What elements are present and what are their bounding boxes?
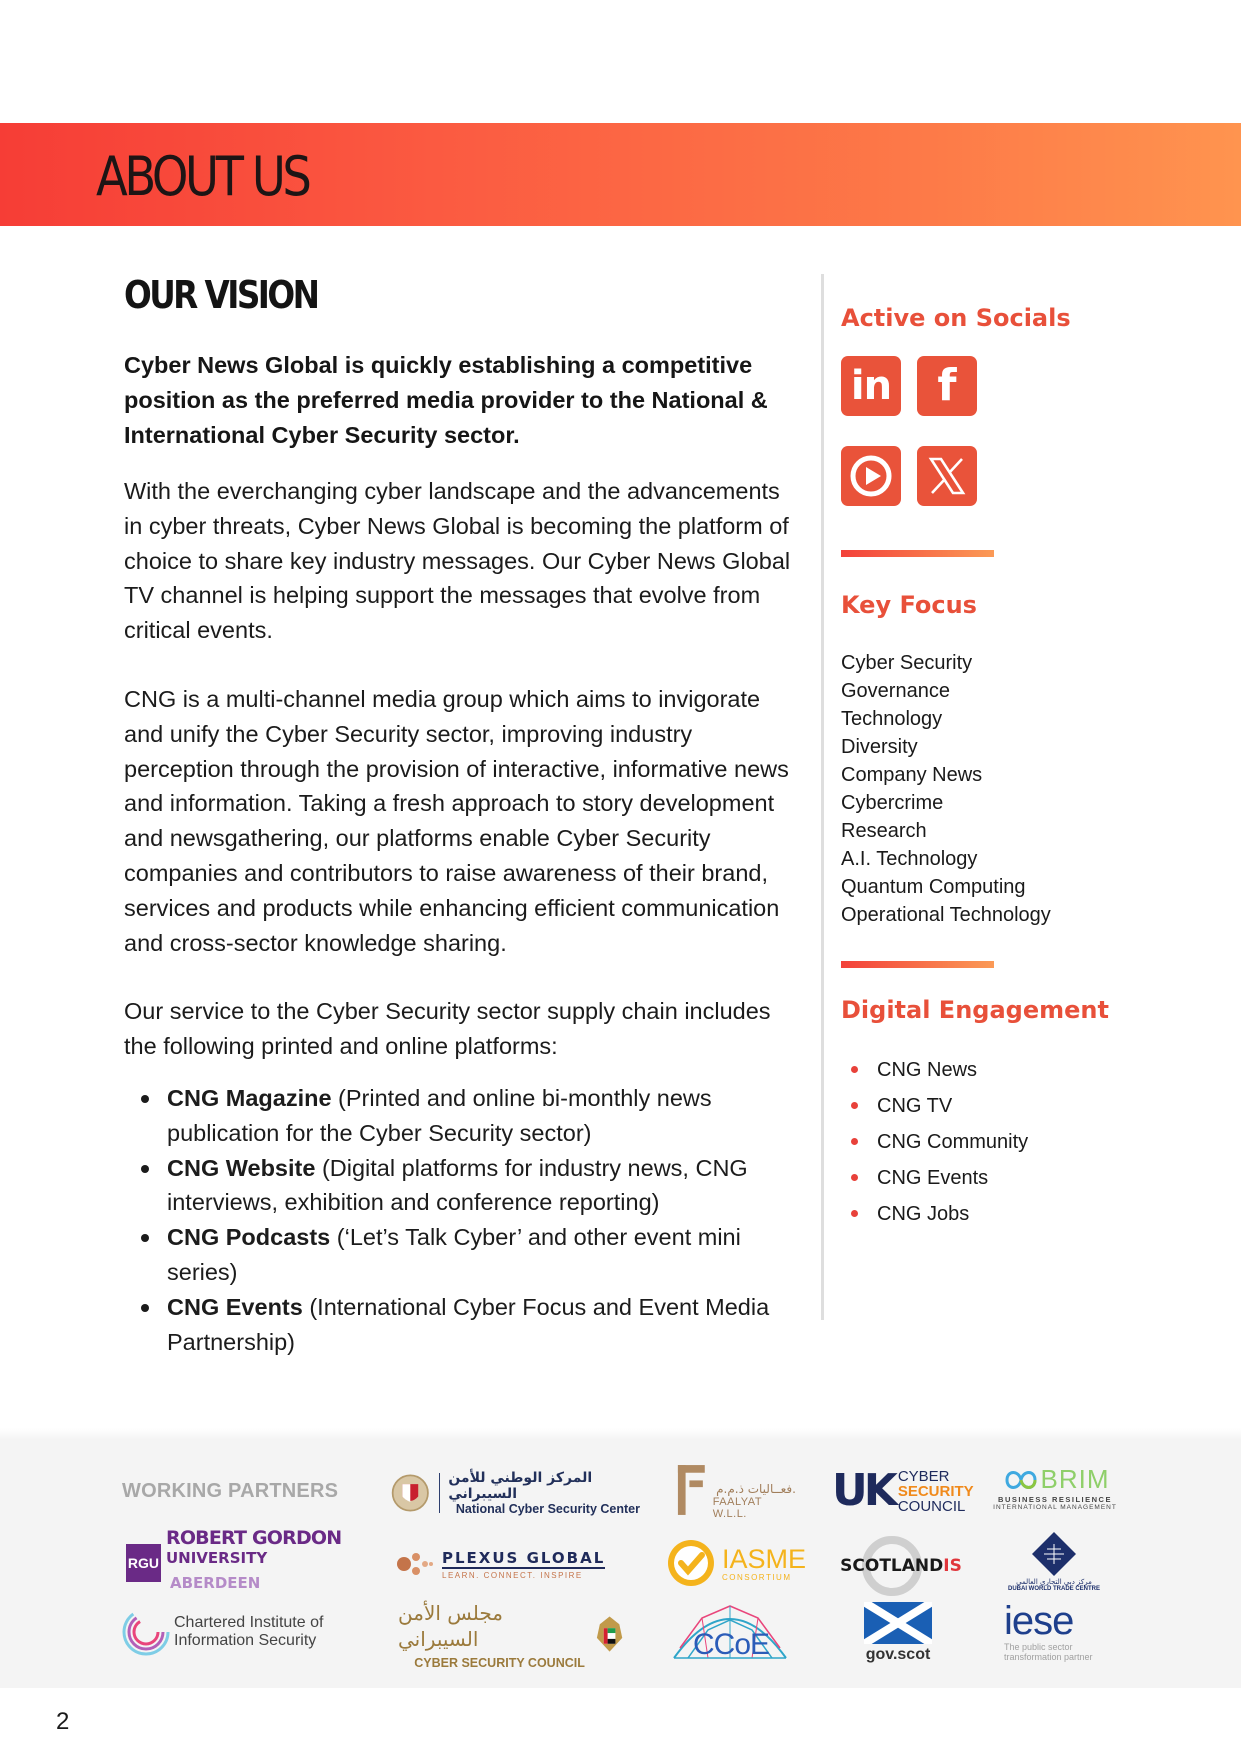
- platform-item: [124, 1081, 804, 1151]
- ncsc-logo: [390, 1468, 640, 1518]
- ncsc-divider: [439, 1473, 441, 1513]
- vision-title: OUR VISION: [124, 273, 318, 317]
- partners-strip: [0, 1440, 1241, 1688]
- digital-item[interactable]: CNG Jobs: [841, 1196, 1221, 1232]
- ncsc-arabic: المركز الوطني للأمن السيبراني: [448, 1470, 593, 1502]
- facebook-button[interactable]: [917, 356, 977, 416]
- page-number: 2: [56, 1708, 70, 1735]
- dwtc-arabic: مركز دبي التجاري العالمي: [1016, 1578, 1092, 1586]
- platform-list: [124, 1081, 804, 1359]
- section-rule: [841, 550, 994, 557]
- digital-item[interactable]: CNG News: [841, 1052, 1221, 1088]
- ukcsc-mark: UK: [832, 1465, 894, 1516]
- key-focus-item: Technology: [841, 708, 943, 730]
- faalyat-logo: [676, 1458, 796, 1522]
- csc-english: CYBER SECURITY COUNCIL: [414, 1656, 585, 1670]
- ccoe-logo: [668, 1596, 794, 1668]
- platform-desc: (Digital platforms for industry news, CNG interviews, exhibition and conference reporting): [167, 1154, 748, 1216]
- saltire-flag-icon: [864, 1602, 932, 1644]
- plexus-text: [442, 1549, 605, 1580]
- key-focus-item: Operational Technology: [841, 904, 1051, 926]
- brim-logo: [990, 1464, 1120, 1522]
- iasme-sub: CONSORTIUM: [721, 1572, 792, 1582]
- platform-name: CNG Magazine: [167, 1084, 332, 1111]
- ciisec-logo: [120, 1606, 356, 1658]
- rgu-logo: [126, 1527, 346, 1592]
- vision-lead: Cyber News Global is quickly establishing a competitive position as the preferred media provider to the National & International Cyber Security sector.: [124, 352, 768, 448]
- govscot-name: gov.scot: [865, 1646, 931, 1663]
- linkedin-button[interactable]: [841, 356, 901, 416]
- rgu-line1: ROBERT GORDON: [165, 1527, 342, 1549]
- iese-name: iese: [1004, 1599, 1074, 1643]
- csc-text: [398, 1600, 585, 1670]
- vision-paragraph: CNG is a multi-channel media group which aims to invigorate and unify the Cyber Security sector, improving industry perception through the provision of interactive, informative news and information. Taking a fresh approach to story development and newsgathering, our platforms enable Cyber Security companies and contributors to raise awareness of their brand, services and products while enhancing efficient communication and cross-sector knowledge sharing.: [124, 685, 789, 956]
- rgu-badge: [126, 1544, 161, 1582]
- dwtc-logo: [1002, 1530, 1106, 1600]
- partners-shade: [0, 1428, 1241, 1440]
- digital-item[interactable]: CNG Events: [841, 1160, 1221, 1196]
- linkedin-icon: in: [850, 363, 892, 409]
- key-focus-item: Research: [841, 820, 927, 842]
- iese-tagline: transformation partner: [1004, 1652, 1093, 1662]
- digital-list: [841, 1052, 1221, 1232]
- x-icon: [926, 455, 968, 497]
- csc-logo: [398, 1601, 626, 1670]
- youtube-icon: [850, 455, 892, 497]
- ncsc-text: [448, 1470, 640, 1516]
- key-focus-item: Cybercrime: [841, 792, 944, 814]
- platform-item: [124, 1220, 804, 1290]
- faalyat-text: [713, 1482, 796, 1520]
- faalyat-english: FAALYAT W.L.L.: [712, 1496, 762, 1520]
- ukcsc-text: [898, 1469, 974, 1514]
- iese-logo: [1004, 1600, 1114, 1668]
- plexus-tagline: LEARN. CONNECT. INSPIRE: [442, 1570, 583, 1580]
- ciisec-line1: Chartered Institute of: [174, 1614, 324, 1631]
- iasme-name: IASME: [721, 1543, 806, 1574]
- brim-mark: [1001, 1464, 1110, 1495]
- vision-paragraph: Our service to the Cyber Security sector supply chain includes the following printed and online platforms:: [124, 998, 771, 1060]
- platform-item: [124, 1151, 804, 1221]
- platform-name: CNG Podcasts: [167, 1224, 331, 1251]
- platform-desc: (Printed and online bi-monthly news publication for the Cyber Security sector): [167, 1084, 712, 1146]
- platform-item: [124, 1290, 804, 1360]
- dwtc-diamond-icon: [1030, 1530, 1078, 1578]
- key-focus-item: A.I. Technology: [841, 848, 978, 870]
- vision-section: [124, 270, 804, 1359]
- ccoe-name: CCoE: [692, 1628, 770, 1661]
- csc-arabic: مجلس الأمن السيبراني: [398, 1601, 503, 1651]
- govscot-logo: [856, 1602, 940, 1668]
- key-focus-item: Governance: [841, 680, 950, 702]
- key-focus-item: Diversity: [841, 736, 918, 758]
- social-links: [841, 356, 1221, 506]
- section-rule: [841, 961, 994, 968]
- scotlandis-wordmark: [840, 1556, 962, 1576]
- faalyat-mark-icon: [676, 1462, 707, 1518]
- brim-name: BRIM: [1040, 1464, 1110, 1494]
- scotlandis-is: IS: [943, 1556, 962, 1576]
- plexus-name: PLEXUS GLOBAL: [442, 1548, 606, 1567]
- ukcsc-logo: [832, 1465, 974, 1516]
- platform-name: CNG Website: [167, 1154, 316, 1181]
- iasme-logo: [666, 1536, 806, 1590]
- sidebar: [841, 298, 1221, 1232]
- iasme-check-icon: [666, 1538, 716, 1588]
- column-divider: [821, 274, 824, 1320]
- plexus-dots-icon: [394, 1548, 434, 1580]
- partners-title-wrap: [122, 1480, 338, 1503]
- iese-tagline: The public sector: [1004, 1642, 1073, 1652]
- ciisec-swirl-icon: [120, 1606, 172, 1658]
- scotlandis-logo: [836, 1536, 966, 1596]
- ciisec-line2: Information Security: [174, 1632, 317, 1649]
- vision-paragraph: With the everchanging cyber landscape and the advancements in cyber threats, Cyber News Global is becoming the platform of choice to share key industry messages. Our Cyber News Global TV channel is helping support the messages that evolve from critical events.: [124, 478, 791, 644]
- digital-heading: Digital Engagement: [841, 996, 1109, 1024]
- ciisec-text: [174, 1614, 323, 1650]
- digital-item[interactable]: CNG TV: [841, 1088, 1221, 1124]
- uae-emblem-icon: [593, 1612, 626, 1658]
- ncsc-emblem-icon: [390, 1469, 431, 1517]
- rgu-text: [166, 1528, 346, 1598]
- rgu-mark: RGU: [127, 1555, 160, 1571]
- iasme-text: [722, 1545, 806, 1582]
- ukcsc-line: SECURITY: [897, 1482, 974, 1500]
- ukcsc-line: CYBER: [897, 1467, 950, 1485]
- platform-desc: (‘Let’s Talk Cyber’ and other event mini series): [167, 1224, 741, 1285]
- key-focus-item: Quantum Computing: [841, 876, 1026, 898]
- platform-name: CNG Events: [167, 1293, 303, 1320]
- rgu-university: UNIVERSITY: [165, 1549, 268, 1567]
- key-focus-list: [841, 649, 1221, 929]
- brim-sub: INTERNATIONAL MANAGEMENT: [993, 1504, 1117, 1511]
- key-focus-heading: Key Focus: [841, 591, 977, 619]
- rgu-line2: [166, 1548, 346, 1598]
- ukcsc-line: COUNCIL: [897, 1497, 966, 1515]
- faalyat-arabic: فعــاليات ذ.م.م.: [716, 1482, 796, 1496]
- socials-heading: Active on Socials: [841, 304, 1071, 332]
- x-button[interactable]: [917, 446, 977, 506]
- about-banner: [0, 123, 1241, 226]
- scotlandis-scotland: SCOTLAND: [840, 1556, 944, 1576]
- ncsc-english: National Cyber Security Center: [455, 1502, 640, 1516]
- plexus-logo: [394, 1544, 634, 1584]
- key-focus-item: Company News: [841, 764, 983, 786]
- partners-title: WORKING PARTNERS: [122, 1480, 339, 1502]
- dwtc-english: DUBAI WORLD TRADE CENTRE: [1008, 1586, 1100, 1592]
- platform-desc: (International Cyber Focus and Event Media Partnership): [167, 1293, 770, 1355]
- rgu-aberdeen: ABERDEEN: [169, 1574, 261, 1592]
- brim-infinity-icon: [1001, 1466, 1041, 1494]
- page-title: ABOUT US: [96, 145, 309, 208]
- youtube-button[interactable]: [841, 446, 901, 506]
- key-focus-item: Cyber Security: [841, 652, 973, 674]
- digital-item[interactable]: CNG Community: [841, 1124, 1221, 1160]
- brim-sub: BUSINESS RESILIENCE: [998, 1495, 1112, 1504]
- facebook-icon: f: [937, 360, 957, 411]
